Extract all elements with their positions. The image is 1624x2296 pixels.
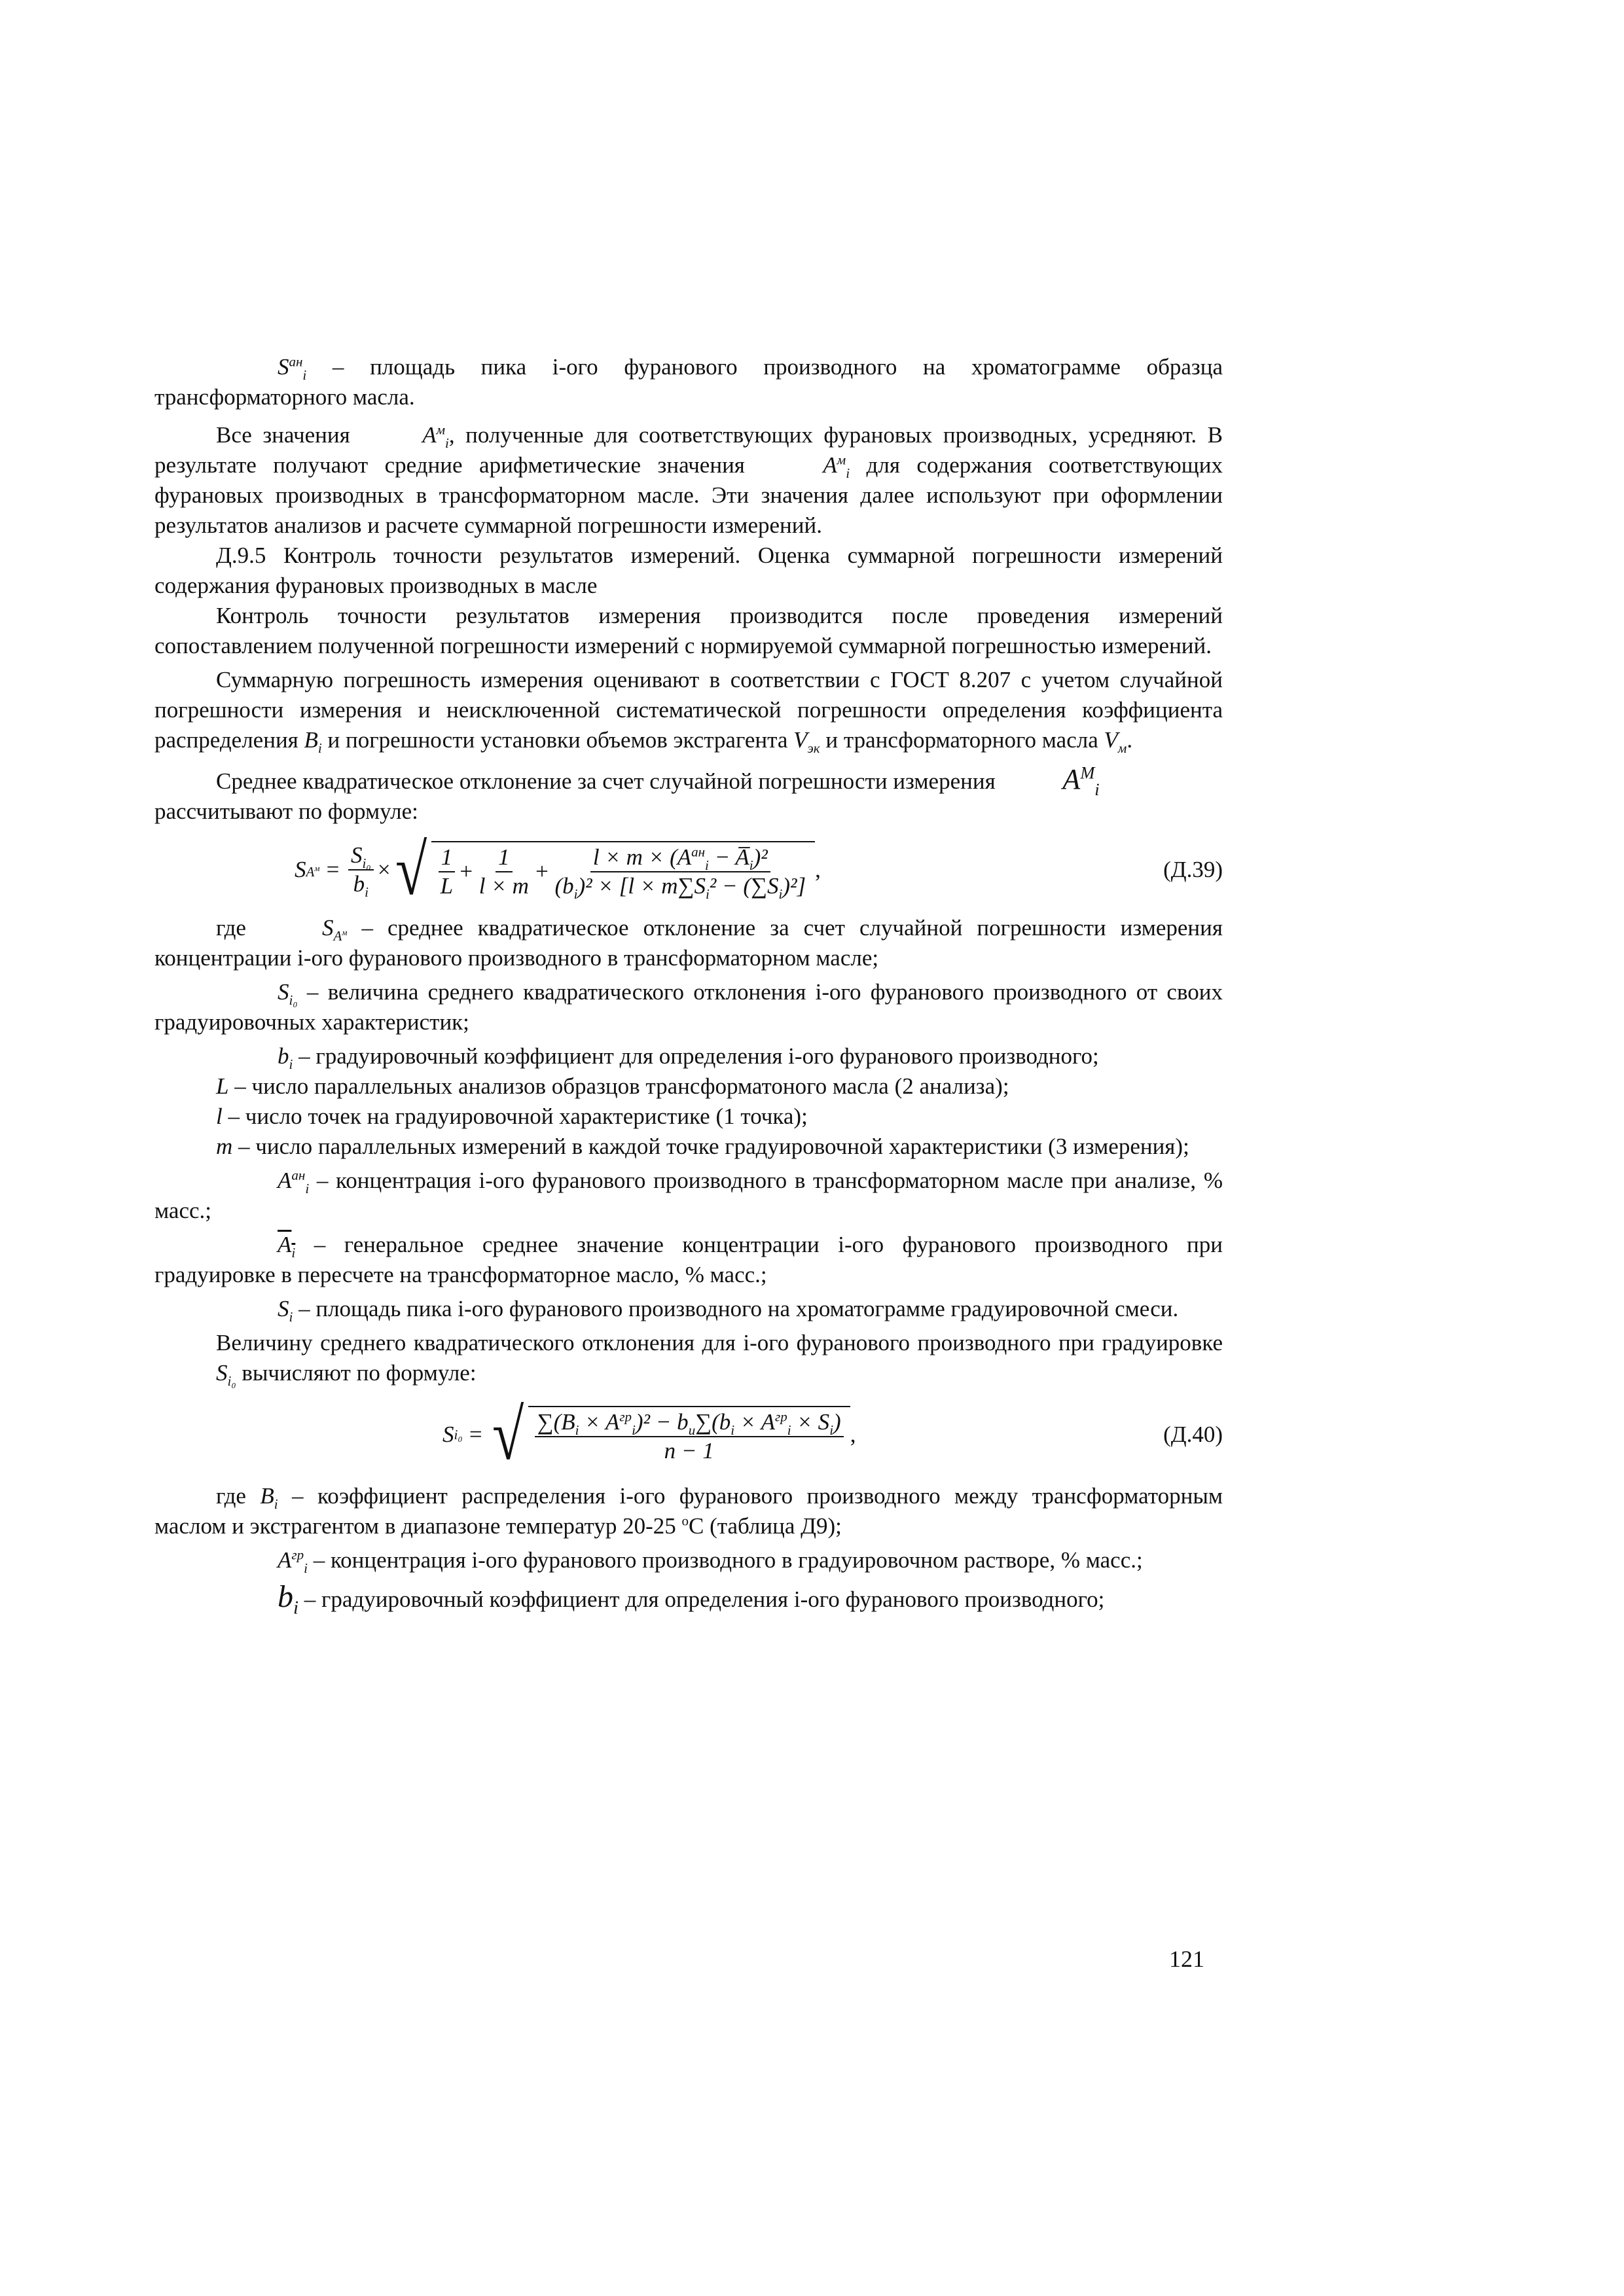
paragraph-s-an: $S^{ан}_i$ – площадь пика i-ого фуранового производного на хроматограмме образца трансформаторного масла. (154, 352, 1223, 412)
paragraph-formula-intro: рассчитывают по формуле: (154, 798, 418, 824)
definition-a-gr: $A^{гр}_i$ – концентрация i-ого фуранового производного в градуировочном растворе, % масс.; (278, 1547, 1143, 1576)
definition-s-i0: $S_{i_0}$ – величина среднего квадратического отклонения i-ого фуранового производного от своих градуировочных характеристик; (154, 979, 1223, 1035)
symbol-s-an: $S^{ан}_i$ (278, 353, 307, 383)
definition-b-i-lower: $b_i$ – градуировочный коэффициент для определения i-ого фуранового производного; (278, 1579, 1105, 1619)
formula-number-d39: (Д.39) (1163, 857, 1223, 882)
definition-l-upper: L – число параллельных анализов образцов трансформатоного масла (2 анализа); (216, 1073, 1009, 1099)
formula-d39 (154, 831, 1223, 909)
definition-l-lower: l – число точек на градуировочной характеристике (1 точка); (216, 1103, 808, 1129)
definition-b-i-upper: где $B_i$ – коэффициент распределения i-ого фуранового производного между трансформаторным маслом и экстрагентом в диапазоне температур 20-25 $^o$С (таблица Д9); (154, 1483, 1223, 1539)
paragraph-std-dev: Среднее квадратическое отклонение за счет случайной погрешности измерения $A^M_i$ (216, 762, 1100, 799)
formula-d40-body: S i₀ = √ $\frac{\sum(B_i \times A^{гр}_i)^2 - b_u\sum(b_i \times A^{гр}_i \times S_i)}{n - 1}$ , (442, 1395, 856, 1475)
paragraph-control: Контроль точности результатов измерения производится после проведения измерений сопоставлением полученной погрешности измерений с нормируемой суммарной погрешностью измерений. (154, 603, 1223, 658)
definition-s-a: где $S_{A^м}$ – среднее квадратическое отклонение за счет случайной погрешности измерения концентрации i-ого фуранового производного в трансформаторном масле; (154, 915, 1223, 971)
definition-b-i: $b_i$ – градуировочный коэффициент для определения i-ого фуранового производного; (278, 1043, 1099, 1072)
text-column (154, 352, 1223, 1619)
definition-m: m – число параллельных измерений в каждой точке градуировочной характеристики (3 измерения); (216, 1134, 1189, 1159)
paragraph-calibration: Величину среднего квадратического отклонения для i-ого фуранового производного при градуировке $S_{i_0}$ вычисляют по формуле: (216, 1330, 1223, 1389)
definition-s-i: $S_i$ – площадь пика i-ого фуранового производного на хроматограмме градуировочной смеси. (278, 1296, 1179, 1325)
section-heading-d95: Д.9.5 Контроль точности результатов измерений. Оценка суммарной погрешности измерений содержания фурановых производных в масле (154, 543, 1223, 598)
paragraph-averaging: Все значения $A^м_i$, полученные для соответствующих фурановых производных, усредняют. В результате получают средние арифметические значения $A^м_i$ для содержания соответствующих фурановых производных в трансформаторном масле. Эти значения далее используют при оформлении результатов анализов и расчете суммарной погрешности измерений. (154, 422, 1223, 538)
page-number: 121 (1169, 1946, 1204, 1972)
formula-number-d40: (Д.40) (1163, 1422, 1223, 1447)
paragraph-total-error: Суммарную погрешность измерения оценивают в соответствии с ГОСТ 8.207 с учетом случайной погрешности измерения и неисключенной систематической погрешности определения коэффициента распределения $B_i$ и погрешности установки объемов экстрагента $V_{эк}$ и трансформаторного масла $V_м$. (154, 667, 1223, 756)
formula-d39-body: S $A^м$ = $\frac{S_{i_0}}{b_i}$ × √ $\frac{1}{L}$ + $\frac{1}{l \times m}$ + $\frac{l \times m \times (A^{ан}_i - A̅_i)^2}{(b_i)^2 \times [l \times m\sum S_i^2 - (\sum S_i)^2]}$ , (295, 830, 821, 910)
definition-a-bar: $A_i$ – генеральное среднее значение концентрации i-ого фуранового производного при градуировке в пересчете на трансформаторное масло, % масс.; (154, 1232, 1223, 1287)
definition-a-an: $A^{ан}_i$ – концентрация i-ого фуранового производного в трансформаторном масле при анализе, % масс.; (154, 1167, 1223, 1223)
formula-d40 (154, 1392, 1223, 1477)
